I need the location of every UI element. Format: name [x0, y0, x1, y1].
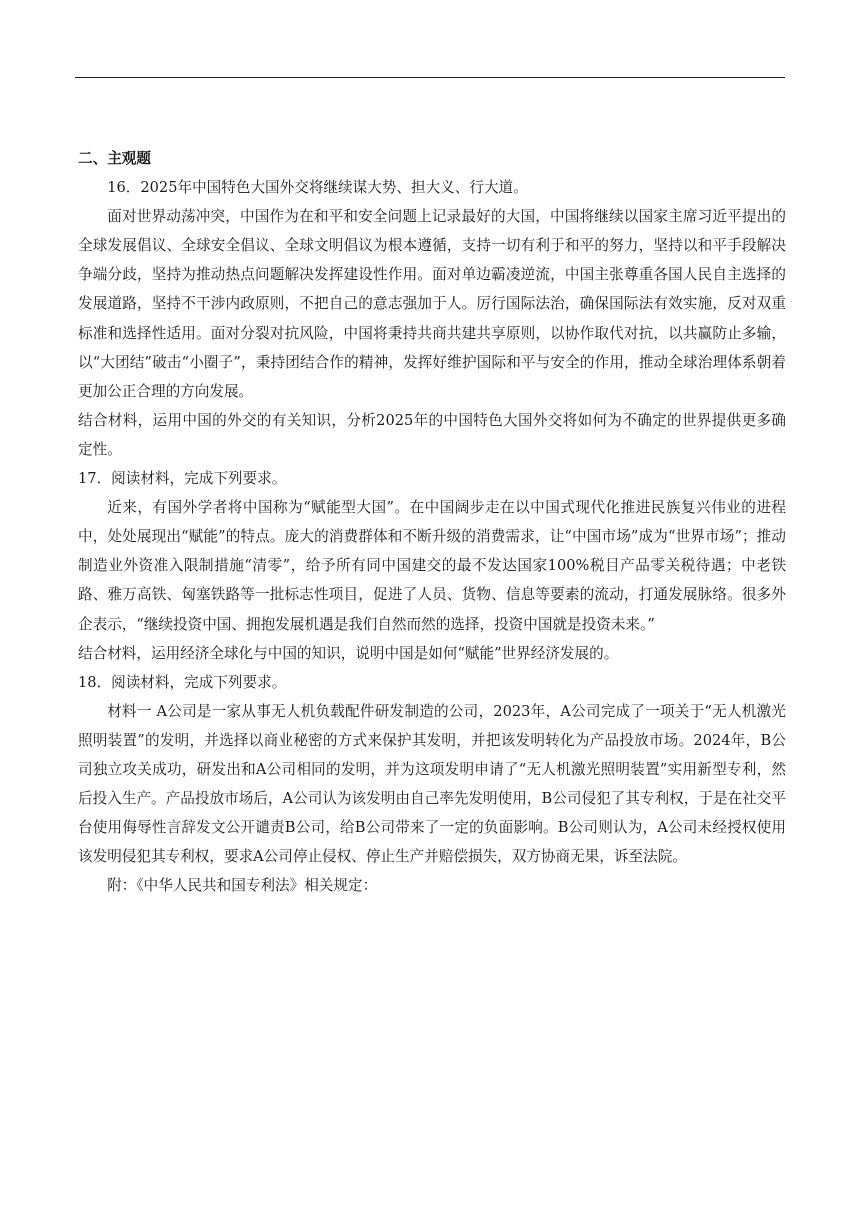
q17-stem: 17．阅读材料，完成下列要求。 [78, 470, 287, 488]
q17-material: 近来，有国外学者将中国称为“赋能型大国”。在中国阔步走在以中国式现代化推进民族复兴伟业的进程中，处处展现出“赋能”的特点。庞大的消费群体和不断升级的消费需求，让“中国市场”成为“世界市场”；推动制造业外资准入限制措施“清零”，给予所有同中国建交的最不发达国家100%税目产品零关税待遇；中老铁路、雅万高铁、匈塞铁路等一批标志性项目，促进了人员、货物、信息等要素的流动，打通发展脉络。很多外企表示，“继续投资中国、拥抱发展机遇是我们自然而然的选择，投资中国就是投资未来。” [78, 499, 786, 633]
q16-question: 结合材料，运用中国的外交的有关知识，分析2025年的中国特色大国外交将如何为不确定的世界提供更多确定性。 [78, 411, 786, 458]
q18-material-1: 材料一 A公司是一家从事无人机负载配件研发制造的公司，2023年，A公司完成了一项关于“无人机激光照明装置”的发明，并选择以商业秘密的方式来保护其发明，并把该发明转化为产品投放市场。2024年，B公司独立攻关成功，研发出和A公司相同的发明，并为这项发明申请了“无人机激光照明装置”实用新型专利，然后投入生产。产品投放市场后，A公司认为该发明由自己率先发明使用，B公司侵犯了其专利权，于是在社交平台使用侮辱性言辞发文公开谴责B公司，给B公司带来了一定的负面影响。B公司则认为，A公司未经授权使用该发明侵犯其专利权，要求A公司停止侵权、停止生产并赔偿损失，双方协商无果，诉至法院。 [78, 702, 786, 866]
document-body [78, 144, 786, 900]
section-title: 二、主观题 [78, 150, 151, 167]
header-rule [75, 77, 785, 78]
q17-question: 结合材料，运用经济全球化与中国的知识，说明中国是如何“赋能”世界经济发展的。 [78, 644, 619, 662]
q16-material: 面对世界动荡冲突，中国作为在和平和安全问题上记录最好的大国，中国将继续以国家主席习近平提出的全球发展倡议、全球安全倡议、全球文明倡议为根本遵循，支持一切有利于和平的努力，坚持以和平手段解决争端分歧，坚持为推动热点问题解决发挥建设性作用。面对单边霸凌逆流，中国主张尊重各国人民自主选择的发展道路，坚持不干涉内政原则，不把自己的意志强加于人。厉行国际法治，确保国际法有效实施，反对双重标准和选择性适用。面对分裂对抗风险，中国将秉持共商共建共享原则，以协作取代对抗，以共赢防止多输，以“大团结”破击“小圈子”，秉持团结合作的精神，发挥好维护国际和平与安全的作用，推动全球治理体系朝着更加公正合理的方向发展。 [78, 208, 786, 400]
q16-stem: 16．2025年中国特色大国外交将继续谋大势、担大义、行大道。 [107, 179, 528, 197]
q18-stem: 18．阅读材料，完成下列要求。 [78, 673, 287, 691]
q18-appendix: 附：《中华人民共和国专利法》相关规定： [107, 877, 378, 895]
